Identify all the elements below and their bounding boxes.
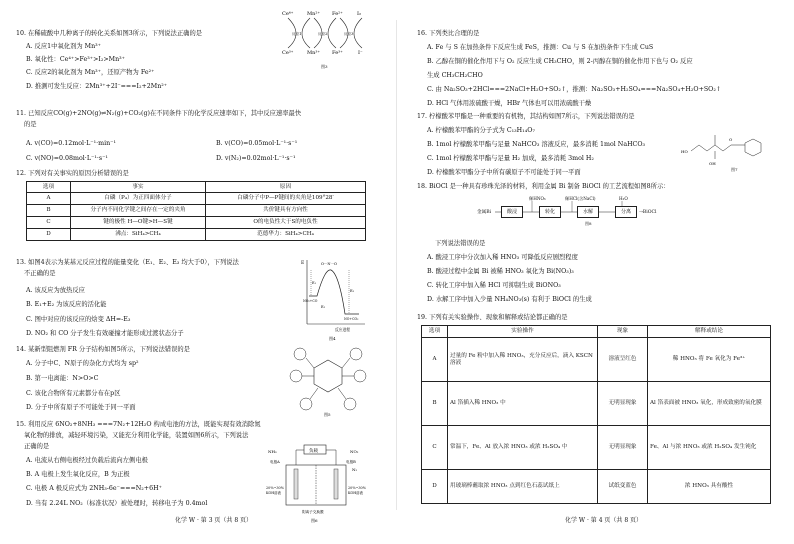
option-a: A. 酸浸工序中分次加入稀 HNO₃ 可降低反应剧烈程度: [427, 254, 578, 261]
o-label: O: [729, 137, 733, 142]
cell-fact: 分子内不同化学键之间存在一定的夹角: [71, 205, 206, 217]
option-b-cont: 生成 CH₃CH₂CHO: [427, 72, 483, 79]
fig-label-i2: I₂: [357, 11, 361, 17]
cell-option: B: [422, 382, 448, 426]
question-stem-line2: 氧化物的排放，减轻环境污染，又能充分利用化学能，装置如图6所示，下列说法: [24, 431, 249, 439]
cell-fact: 沸点：SiH₄>CH₄: [71, 229, 206, 241]
option-b: B. A 电极上发生氧化反应，B 为正极: [26, 471, 130, 478]
option-c: C. 反应2的氧化剂为 Mn³⁺，还原产物为 Fe²⁺: [26, 69, 155, 76]
figure-3-diagram: [274, 6, 374, 70]
question-11: [16, 110, 376, 162]
question-16: [417, 30, 777, 107]
cell-conclusion: Fe、Al 与浓 HNO₃ 或浓 H₂SO₄ 发生钝化: [648, 426, 771, 470]
figure-8-flowchart: [477, 196, 707, 228]
oh-label: OH: [709, 161, 716, 166]
table-row: [27, 193, 366, 205]
figure-4-energy-diagram: [299, 256, 369, 342]
figure-caption: 图7: [731, 167, 738, 172]
left-page-footer: 化学 W · 第 3 页（共 8 页）: [175, 517, 253, 524]
table-row: [422, 382, 771, 426]
kr-solution-label: KOH溶液: [348, 491, 363, 495]
right-page-footer: 化学 W · 第 4 页（共 8 页）: [565, 517, 643, 524]
fig-label-fe2: Fe²⁺: [332, 11, 343, 17]
col-header-conclusion: 解释或结论: [648, 326, 771, 338]
cell-phenomenon: 试纸变蓝色: [598, 470, 648, 504]
question-10: [16, 11, 376, 90]
cell-operation: 过量的 Fe 粉中加入稀 HNO₃，充分反应后，滴入 KSCN 溶液: [448, 338, 598, 382]
n2-label: N₂: [352, 467, 358, 472]
product-label: NO+CO₂: [344, 317, 359, 321]
table-row: [27, 205, 366, 217]
option-d: D. 水解工序中加入少量 NH₄NO₃(s) 有利于 BiOCl 的生成: [427, 296, 592, 303]
table-row: [422, 426, 771, 470]
cell-phenomenon: 无明显现象: [598, 382, 648, 426]
flow-step-separate: 分离: [615, 206, 637, 218]
question-stem: 12. 下列对有关事实的原因分析错误的是: [16, 170, 129, 177]
cell-option: C: [422, 426, 448, 470]
cell-option: D: [422, 470, 448, 504]
question-stem: 19. 下列有关实验操作、现象和解释或结论都正确的是: [417, 314, 568, 321]
option-d: D. HCl 气体用浓硫酸干燥，HBr 气体也可以用浓硫酸干燥: [427, 100, 592, 107]
kr-conc-label: 20%~30%: [348, 486, 366, 490]
flow-top-label-3: H₂O: [619, 196, 628, 201]
question-subtitle: 下列说法错误的是: [435, 240, 486, 247]
fig-label-ce4: Ce⁴⁺: [282, 11, 294, 17]
question-19: [417, 314, 777, 489]
option-b: B. 第一电离能：N>O>C: [26, 375, 99, 382]
cell-fact: 键的极性 H—O键>H—S键: [71, 217, 206, 229]
cell-fact: 白磷（P₄）为正四面体分子: [71, 193, 206, 205]
kl-conc-label: 20%~30%: [266, 486, 284, 490]
cell-conclusion: Al 箔表面被 HNO₃ 氧化，形成致密的氧化膜: [648, 382, 771, 426]
electrode-b-label: 电极B: [346, 460, 356, 464]
question-12: [16, 170, 376, 237]
load-label: 负载: [309, 449, 318, 454]
flow-top-label-1: 稀HNO₃: [529, 196, 546, 201]
e2-label: E₂: [350, 289, 355, 293]
option-c: C. 转化工序中加入稀 HCl 可抑制生成 BiONO₃: [427, 282, 561, 289]
question-stem: 17. 柠檬酸苯甲酯是一种重要的有机物，其结构如图7所示，下列说法错误的是: [417, 113, 635, 120]
flow-step-acid-leach: 酸浸: [501, 206, 523, 218]
question-stem-line2: 的是: [24, 120, 37, 128]
figure-6-battery: [266, 443, 376, 525]
col-header-operation: 实验操作: [448, 326, 598, 338]
option-d: D. NO₂ 和 CO 分子发生有效碰撞才能形成过渡状态分子: [26, 330, 184, 337]
question-stem-line1: 11. 已知反应CO(g)+2NO(g)⇌N₂(g)+CO₂(g)在不同条件下的化学反应速率如下，其中反应速率最快: [16, 110, 302, 117]
option-c: C. v(NO)=0.08mol·L⁻¹·s⁻¹: [26, 155, 108, 162]
option-a: A. 电流从右侧电极经过负载后流向左侧电极: [26, 457, 148, 464]
question-stem-line1: 13. 如图4表示为某基元反应过程的能量变化（E₁、E₂、E₃ 均大于0），下列说法: [16, 259, 239, 266]
e3-label: E₃: [321, 305, 326, 309]
option-b: B. v(CO)=0.05mol·L⁻¹·s⁻¹: [216, 140, 298, 147]
figure-caption: 图5: [324, 412, 331, 417]
table-header-row: [422, 326, 771, 338]
cell-reason: O的电负性大于S的电负性: [206, 217, 366, 229]
question-17: [417, 113, 777, 176]
fig-label-reaction-1: 反应1: [292, 32, 302, 36]
question-stem-line3: 正确的是: [24, 442, 50, 450]
option-c: C. 电极 A 极反应式为 2NH₃-6e⁻===N₂+6H⁺: [26, 485, 162, 492]
cell-option: B: [27, 205, 71, 217]
question-13: [16, 259, 376, 341]
question-stem-line1: 15. 利用反应 6NO₂+8NH₃ ===7N₂+12H₂O 构成电池的方法，既能实现有效消除氮: [16, 421, 261, 428]
question-14: [16, 346, 376, 417]
reactant-label: NO₂+CO: [303, 299, 318, 303]
cell-option: A: [422, 338, 448, 382]
fig-label-fe3: Fe³⁺: [332, 50, 343, 56]
figure-5-molecule: [286, 344, 371, 418]
cell-option: A: [27, 193, 71, 205]
cell-reason: 范德华力：SiH₄>CH₄: [206, 229, 366, 241]
option-b: B. 氧化性：Ce⁴⁺>Fe³⁺>I₂>Mn³⁺: [26, 56, 126, 63]
cell-reason: 白磷分子中P—P键间的夹角是109°28′: [206, 193, 366, 205]
kl-solution-label: KOH溶液: [266, 491, 281, 495]
option-d: D. 柠檬酸苯甲酯分子中所有碳原子不可能处于同一平面: [427, 169, 581, 176]
flow-start: 金属Bi: [477, 210, 492, 215]
electrode-a-label: 电极A: [270, 460, 280, 464]
flow-step-hydrolysis: 水解: [577, 206, 599, 218]
cell-option: D: [27, 229, 71, 241]
option-d: D. v(N₂)=0.02mol·L⁻¹·s⁻¹: [216, 155, 296, 162]
cell-phenomenon: 溶液呈红色: [598, 338, 648, 382]
nh3-label: NH₃: [268, 449, 277, 454]
table-row: [422, 338, 771, 382]
option-c: C. 由 Na₂SO₃+2HCl===2NaCl+H₂O+SO₂↑，推测：Na₂SO₃+H₂SO₄===Na₂SO₄+H₂O+SO₂↑: [427, 86, 722, 93]
y-axis-label: E: [301, 261, 305, 266]
question-stem: 16. 下列类比合理的是: [417, 30, 480, 37]
table-row: [422, 470, 771, 504]
option-a: A. v(CO)=0.12mol·L⁻¹·min⁻¹: [26, 140, 116, 147]
option-d: D. 分子中所有原子不可能处于同一平面: [26, 404, 136, 411]
fig-label-i-minus: I⁻: [358, 50, 363, 56]
option-a: A. 柠檬酸苯甲酯的分子式为 C₁₃H₁₄O₇: [427, 127, 535, 134]
cell-operation: Al 箔插入稀 HNO₃ 中: [448, 382, 598, 426]
cell-conclusion: 稀 HNO₃ 将 Fe 氧化为 Fe³⁺: [648, 338, 771, 382]
page-divider: [396, 20, 397, 510]
col-header-phenomenon: 现象: [598, 326, 648, 338]
table-header-row: [27, 182, 366, 193]
question-18: [417, 183, 777, 303]
facts-table: [26, 181, 366, 241]
cell-phenomenon: 无明显现象: [598, 426, 648, 470]
figure-caption: 图3: [321, 64, 328, 69]
fig-label-ce3: Ce³⁺: [282, 50, 294, 56]
question-stem: 14. 某新型阻燃剂 FR 分子结构如图5所示，下列说法错误的是: [16, 346, 190, 353]
option-a: A. Fe 与 S 在加热条件下反应生成 FeS，推测：Cu 与 S 在加热条件下生成 CuS: [427, 44, 654, 51]
question-stem: 10. 在稀硫酸中几种离子的转化关系如图3所示，下列说法正确的是: [16, 30, 203, 37]
ho-label: HO: [681, 149, 688, 154]
option-b: B. E₁+E₂ 为该反应的活化能: [26, 301, 107, 308]
x-axis-label: 反应进程: [335, 327, 351, 332]
figure-caption: 图4: [329, 336, 336, 341]
question-stem: 18. BiOCl 是一种具有珍珠光泽的材料，利用金属 Bi 制备 BiOCl 的工艺流程如图8所示：: [417, 183, 670, 190]
table-row: [27, 217, 366, 229]
cell-operation: 用玻璃棒蘸取浓 HNO₃ 点到红色石蕊试纸上: [448, 470, 598, 504]
e1-label: E₁: [312, 281, 317, 285]
cell-option: C: [27, 217, 71, 229]
figure-7-molecule: [679, 125, 774, 175]
question-stem-line2: 不正确的是: [24, 269, 56, 277]
fig-label-mn3: Mn³⁺: [307, 50, 320, 56]
option-b: B. 酸浸过程中金属 Bi 被稀 HNO₃ 氧化为 Bi(NO₃)₃: [427, 268, 574, 275]
table-row: [27, 229, 366, 241]
fig-label-mn2: Mn²⁺: [307, 11, 320, 17]
option-a: A. 反应1中氧化剂为 Mn³⁺: [26, 43, 101, 50]
cell-operation: 常温下，Fe、Al 放入浓 HNO₃ 或浓 H₂SO₄ 中: [448, 426, 598, 470]
option-a: A. 该反应为放热反应: [26, 287, 85, 294]
figure-caption: 图6: [311, 518, 318, 523]
figure-caption: 图8: [585, 221, 592, 226]
option-b: B. 乙醇在铜的催化作用下与 O₂ 反应生成 CH₃CHO，则 2-丙醇在铜的催化作用下也与 O₂ 反应: [427, 58, 693, 65]
membrane-label: 阴离子交换膜: [302, 510, 324, 514]
option-c: C. 1mol 柠檬酸苯甲酯与足量 H₂ 加成，最多消耗 3mol H₂: [427, 155, 594, 162]
option-d: D. 当有 2.24L NO₂（标准状况）被处理时，转移电子为 0.4mol: [26, 500, 208, 507]
option-c: C. 该化合物所有元素都分布在p区: [26, 390, 121, 397]
fig-label-reaction-2: 反应2: [318, 32, 328, 36]
cell-reason: 共价键具有方向性: [206, 205, 366, 217]
option-c: C. 图中对应的该反应的焓变 ΔH=-E₃: [26, 316, 131, 323]
col-header-option: 选项: [27, 182, 71, 193]
option-b: B. 1mol 柠檬酸苯甲酯与足量 NaHCO₃ 溶液反应，最多消耗 1mol NaHCO₃: [427, 141, 646, 148]
cell-conclusion: 浓 HNO₃ 具有酸性: [648, 470, 771, 504]
flow-end: →BiOCl: [639, 210, 657, 215]
col-header-reason: 原因: [206, 182, 366, 193]
col-header-fact: 事实: [71, 182, 206, 193]
option-a: A. 分子中C、N原子的杂化方式均为 sp²: [26, 360, 139, 367]
option-d: D. 推测可发生反应：2Mn³⁺+2I⁻===I₂+2Mn²⁺: [26, 83, 168, 90]
no2-label: NO₂: [350, 449, 359, 454]
col-header-option: 选项: [422, 326, 448, 338]
transition-state-label: O···N···O: [321, 262, 337, 266]
experiment-table: [421, 325, 771, 504]
flow-top-label-2: 稀HCl(含NaCl): [565, 196, 596, 201]
fig-label-reaction-3: 反应3: [344, 32, 354, 36]
flow-step-convert: 转化: [539, 206, 561, 218]
